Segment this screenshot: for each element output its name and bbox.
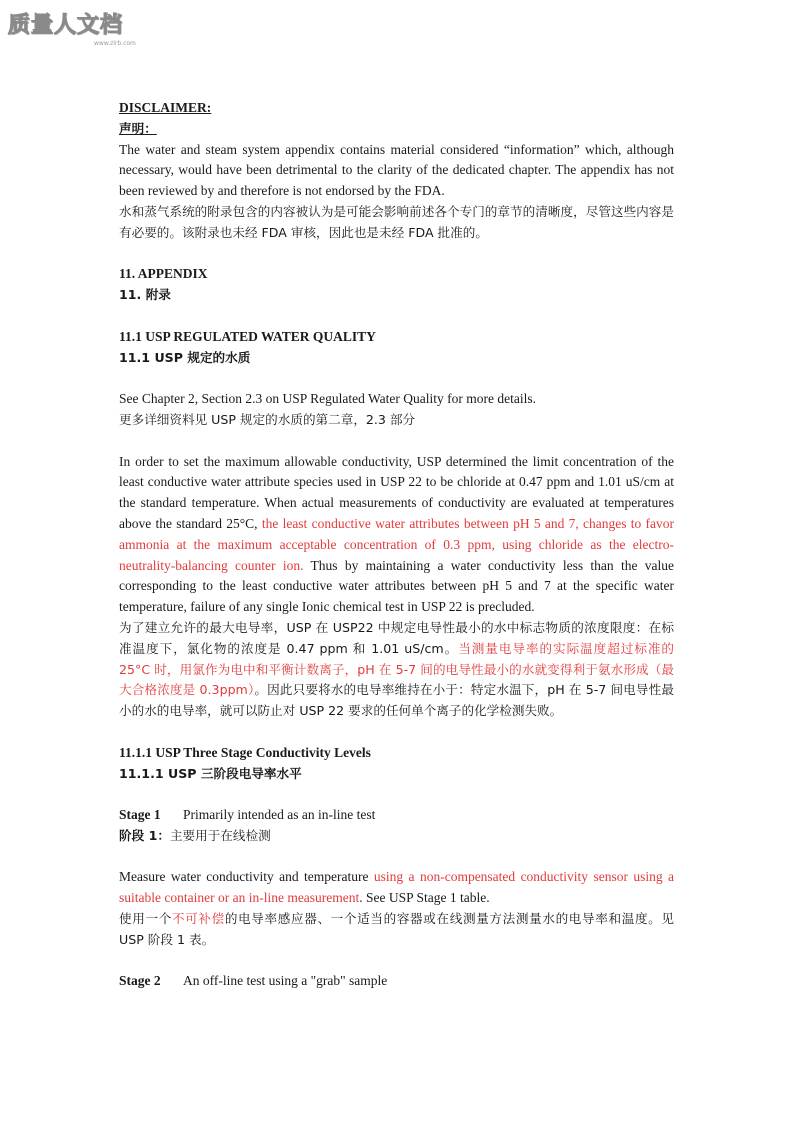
stage1-desc-cn: 主要用于在线检测 (169, 827, 271, 843)
section-11-1-title-en: 11.1 USP REGULATED WATER QUALITY (119, 328, 376, 344)
stage1-label-cn: 阶段 1： (119, 827, 170, 843)
disclaimer-title-en: DISCLAIMER: (119, 100, 212, 115)
stage1-heading-cn (119, 826, 674, 847)
stage1-measure-en (119, 867, 674, 909)
stage1-label-en: Stage 1 (119, 807, 161, 823)
stage1-measure-cn-1: 使用一个 (119, 911, 172, 927)
site-logo (8, 12, 158, 54)
logo-url: www.zlrb.com (94, 40, 136, 47)
appendix-title-cn: 11. 附录 (119, 287, 171, 303)
logo-brand: 质量人文档 (8, 13, 124, 38)
conductivity-highlight-en: the least conductive water attributes between pH 5 and 7, changes to favor ammonia at the maximum acceptable concentration of 0.3 ppm, using chloride as the electro-neutrality-balancing counter ion. (119, 515, 674, 573)
stage2-desc-en: An off-line test using a "grab" sample (183, 973, 388, 989)
stage1-measure-highlight-cn: 不可补偿 (171, 911, 225, 927)
document-body (119, 98, 674, 992)
appendix-title-en: 11. APPENDIX (119, 266, 208, 282)
section-11-1-title-cn: 11.1 USP 规定的水质 (119, 349, 251, 365)
conductivity-paragraph-en (119, 452, 674, 618)
conductivity-highlight-cn: 当测量电导率的实际温度超过标准的 25°C 时，用氯作为电中和平衡计数离子，pH 在 5-7 间的电导性最小的水就变得利于氨水形成（最大合格浓度是 0.3ppm） (119, 640, 675, 698)
stage1-heading-en (119, 805, 674, 826)
conductivity-text-en-1: In order to set the maximum allowable conductivity, USP determined the limit concentration of the least conductive water attribute species used in USP 22 to be chloride at 0.47 ppm and 1.01 uS/cm at the standard temperature. When actual measurements of conductivity are evaluated at temperatures above the standard 25°C, (119, 453, 674, 531)
conductivity-text-en-2: Thus by maintaining a water conductivity less than the value corresponding to the least conductive water attributes between pH 5 and 7 at the specific water temperature, failure of any single Ionic chemical test in USP 22 is precluded. (119, 557, 675, 615)
stage1-measure-cn-2: 的电导率感应器、一个适当的容器或在线测量方法测量水的电导率和温度。见 USP 阶段 1 表。 (119, 911, 675, 947)
stage1-measure-en-1: Measure water conductivity and temperature (119, 869, 374, 885)
conductivity-text-cn-2: 。因此只要将水的电导率维持在小于：特定水温下，pH 在 5-7 间电导性最小的水的电导率，就可以防止对 USP 22 要求的任何单个离子的化学检测失败。 (119, 682, 674, 719)
stage1-measure-en-2: . See USP Stage 1 table. (359, 890, 490, 906)
stage1-measure-highlight-en: using a non-compensated conductivity sensor using a suitable container or an in-line measurement (119, 869, 674, 906)
stage1-desc-en: Primarily intended as an in-line test (183, 807, 376, 823)
see-chapter-en: See Chapter 2, Section 2.3 on USP Regulated Water Quality for more details. (119, 391, 536, 407)
stage1-measure-cn (119, 909, 674, 951)
section-11-1-1-title-en: 11.1.1 USP Three Stage Conductivity Levels (119, 744, 371, 760)
disclaimer-body-cn: 水和蒸气系统的附录包含的内容被认为是可能会影响前述各个专门的章节的清晰度，尽管这些内容是有必要的。该附录也未经 FDA 审核，因此也是未经 FDA 批准的。 (119, 203, 674, 240)
disclaimer-title-cn: 声明： (119, 120, 157, 136)
stage2-label-en: Stage 2 (119, 973, 161, 989)
disclaimer-body-en: The water and steam system appendix contains material considered “information” which, although necessary, would have been detrimental to the clarity of the dedicated chapter. The appendix has not been reviewed by and therefore is not endorsed by the FDA. (119, 141, 674, 199)
section-11-1-1-title-cn: 11.1.1 USP 三阶段电导率水平 (119, 765, 302, 781)
conductivity-text-cn-1: 为了建立允许的最大电导率，USP 在 USP22 中规定电导性最小的水中标志物质的浓度限度：在标准温度下，氯化物的浓度是 0.47 ppm 和 1.01 uS/cm。 (119, 619, 674, 656)
stage2-heading-en (119, 971, 674, 992)
conductivity-paragraph-cn (119, 618, 674, 722)
see-chapter-cn: 更多详细资料见 USP 规定的水质的第二章，2.3 部分 (119, 411, 416, 427)
